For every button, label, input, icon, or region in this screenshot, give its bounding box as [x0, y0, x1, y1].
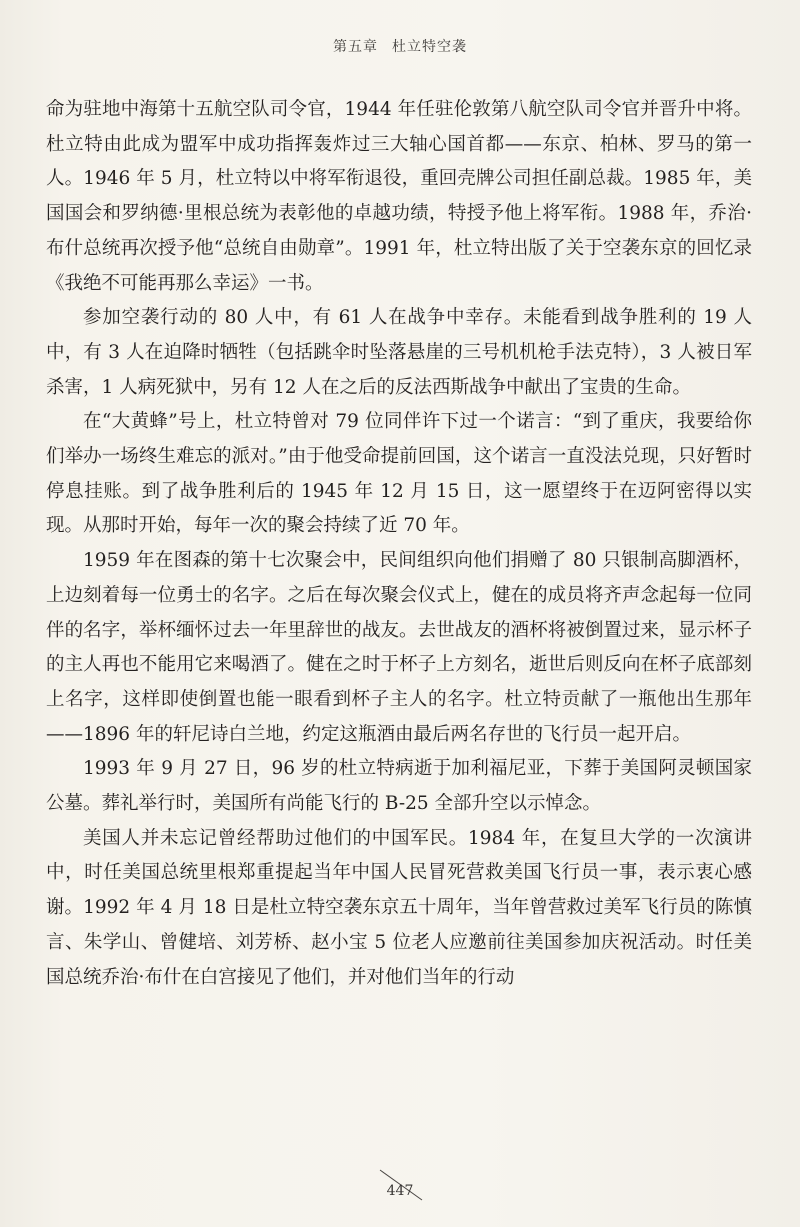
paragraph: 在“大黄蜂”号上，杜立特曾对 79 位同伴许下过一个诺言：“到了重庆，我要给你们举办一场终生难忘的派对。”由于他受命提前回国，这个诺言一直没法兑现，只好暂时停息挂账。到了战争胜利后的 1945 年 12 月 15 日，这一愿望终于在迈阿密得以实现。从那时开始，每年一次的聚会持续了近 70 年。 — [46, 411, 752, 537]
paragraph-continued: 命为驻地中海第十五航空队司令官，1944 年任驻伦敦第八航空队司令官并晋升中将。杜立特由此成为盟军中成功指挥轰炸过三大轴心国首都——东京、柏林、罗马的第一人。1946 年 5 月，杜立特以中将军衔退役，重回壳牌公司担任副总裁。1985 年，美国国会和罗纳德·里根总统为表彰他的卓越功绩，特授予他上将军衔。1988 年，乔治·布什总统再次授予他“总统自由勋章”。1991 年，杜立特出版了关于空袭东京的回忆录《我绝不可能再那么幸运》一书。 — [46, 99, 752, 294]
paragraph: 1959 年在图森的第十七次聚会中，民间组织向他们捐赠了 80 只银制高脚酒杯，上边刻着每一位勇士的名字。之后在每次聚会仪式上，健在的成员将齐声念起每一位同伴的名字，举杯缅怀过去一年里辞世的战友。去世战友的酒杯将被倒置过来，显示杯子的主人再也不能用它来喝酒了。健在之时于杯子上方刻名，逝世后则反向在杯子底部刻上名字，这样即使倒置也能一眼看到杯子主人的名字。杜立特贡献了一瓶他出生那年——1896 年的轩尼诗白兰地，约定这瓶酒由最后两名存世的飞行员一起开启。 — [46, 550, 752, 745]
paragraph: 1993 年 9 月 27 日，96 岁的杜立特病逝于加利福尼亚，下葬于美国阿灵顿国家公墓。葬礼举行时，美国所有尚能飞行的 B-25 全部升空以示悼念。 — [46, 758, 752, 815]
body-text — [46, 93, 752, 995]
chapter-number: 第五章 — [333, 39, 378, 55]
paragraph: 美国人并未忘记曾经帮助过他们的中国军民。1984 年，在复旦大学的一次演讲中，时任美国总统里根郑重提起当年中国人民冒死营救美国飞行员一事，表示衷心感谢。1992 年 4 月 18 日是杜立特空袭东京五十周年，当年曾营救过美军飞行员的陈慎言、朱学山、曾健培、刘芳桥、赵小宝 5 位老人应邀前往美国参加庆祝活动。时任美国总统乔治·布什在白宫接见了他们，并对他们当年的行动 — [46, 827, 752, 988]
running-header — [0, 36, 800, 56]
paragraph: 参加空袭行动的 80 人中，有 61 人在战争中幸存。未能看到战争胜利的 19 人中，有 3 人在迫降时牺牲（包括跳伞时坠落悬崖的三号机机枪手法克特），3 人被日军杀害，1 人病死狱中，另有 12 人在之后的反法西斯战争中献出了宝贵的生命。 — [46, 307, 752, 398]
page-number: 447 — [386, 1183, 414, 1199]
chapter-title: 杜立特空袭 — [392, 39, 467, 55]
